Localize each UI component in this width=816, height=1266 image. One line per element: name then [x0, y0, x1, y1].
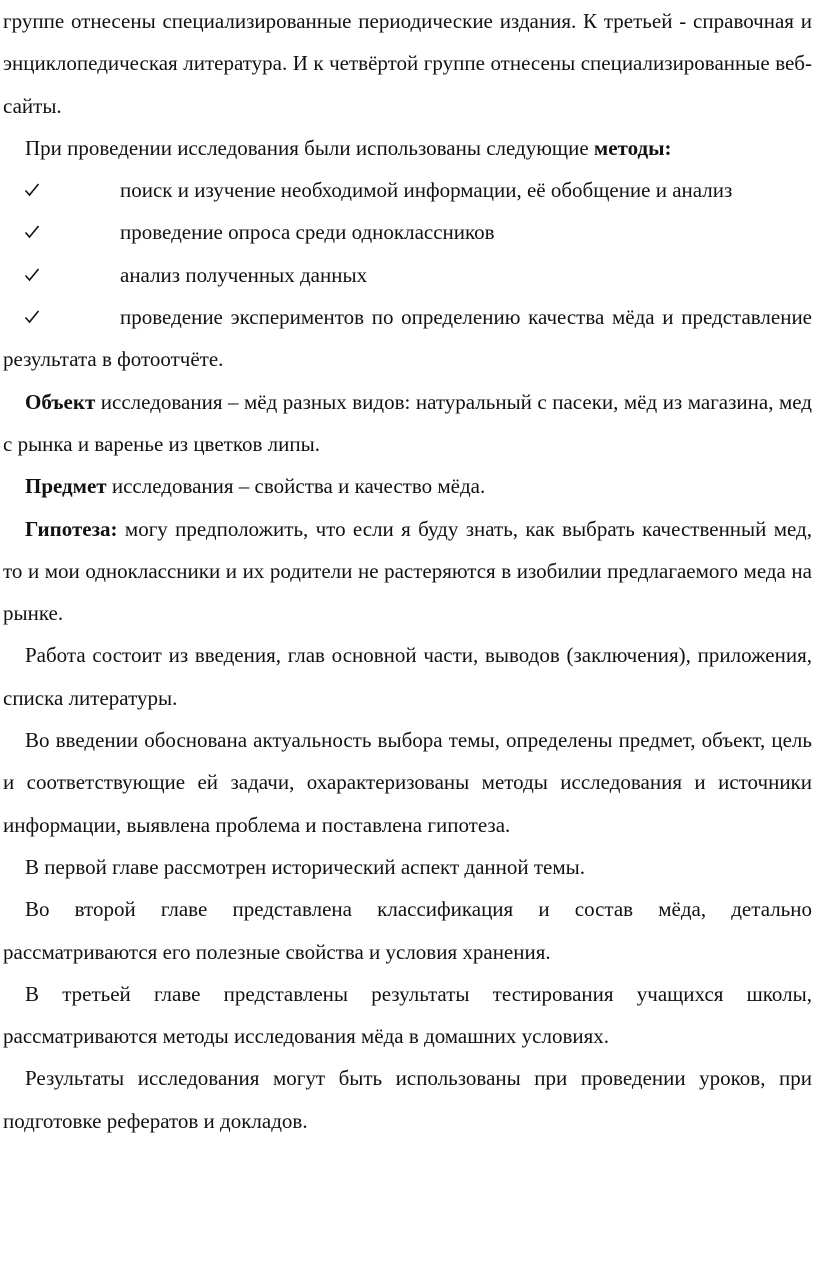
paragraph-intro: группе отнесены специализированные периодические издания. К третьей - справочная и энциклопедическая литература. И к четвёртой группе отнесены специализированные веб-сайты.: [3, 9, 812, 118]
method-item-text: проведение экспериментов по определению качества мёда и представление результата в фотоотчёте.: [3, 305, 812, 372]
hypothesis-label: Гипотеза:: [25, 516, 118, 541]
subject-text: исследования – свойства и качество мёда.: [106, 474, 486, 499]
methods-label: методы:: [593, 135, 672, 160]
method-item-text: поиск и изучение необходимой информации, её обобщение и анализ: [120, 178, 733, 203]
paragraph-structure: Работа состоит из введения, глав основной части, выводов (заключения), приложения, списка литературы.: [3, 643, 812, 710]
object-label: Объект: [25, 389, 96, 414]
method-item: [3, 296, 812, 381]
paragraph-methods-intro: [3, 127, 812, 169]
checkmark-icon: [3, 296, 120, 338]
method-item: [3, 169, 812, 211]
method-item-text: проведение опроса среди одноклассников: [120, 220, 495, 245]
paragraph-chapter-1: В первой главе рассмотрен исторический аспект данной темы.: [25, 854, 586, 879]
paragraph-hypothesis: [3, 508, 812, 635]
method-item-text: анализ полученных данных: [120, 262, 368, 287]
checkmark-icon: [3, 254, 120, 296]
paragraph-object: [3, 381, 812, 466]
checkmark-icon: [3, 169, 120, 211]
methods-intro-text: При проведении исследования были использованы следующие: [25, 135, 594, 160]
hypothesis-text: могу предположить, что если я буду знать, как выбрать качественный мед, то и мои одноклассники и их родители не растеряются в изобилии предлагаемого меда на рынке.: [3, 516, 812, 626]
paragraph-subject: [3, 465, 812, 507]
method-item: [3, 211, 812, 253]
checkmark-icon: [3, 211, 120, 253]
object-text: исследования – мёд разных видов: натуральный с пасеки, мёд из магазина, мед с рынка и варенье из цветков липы.: [3, 389, 812, 456]
paragraph-introduction-chapter: Во введении обоснована актуальность выбора темы, определены предмет, объект, цель и соответствующие ей задачи, охарактеризованы методы исследования и источники информации, выявлена проблема и поставлена гипотеза.: [3, 728, 812, 837]
method-item: [3, 254, 812, 296]
paragraph-chapter-2: Во второй главе представлена классификация и состав мёда, детально рассматриваются его полезные свойства и условия хранения.: [3, 897, 812, 964]
subject-label: Предмет: [25, 474, 107, 499]
paragraph-chapter-3: В третьей главе представлены результаты тестирования учащихся школы, рассматриваются методы исследования мёда в домашних условиях.: [3, 981, 812, 1049]
paragraph-results: Результаты исследования могут быть использованы при проведении уроков, при подготовке рефератов и докладов.: [3, 1066, 812, 1133]
